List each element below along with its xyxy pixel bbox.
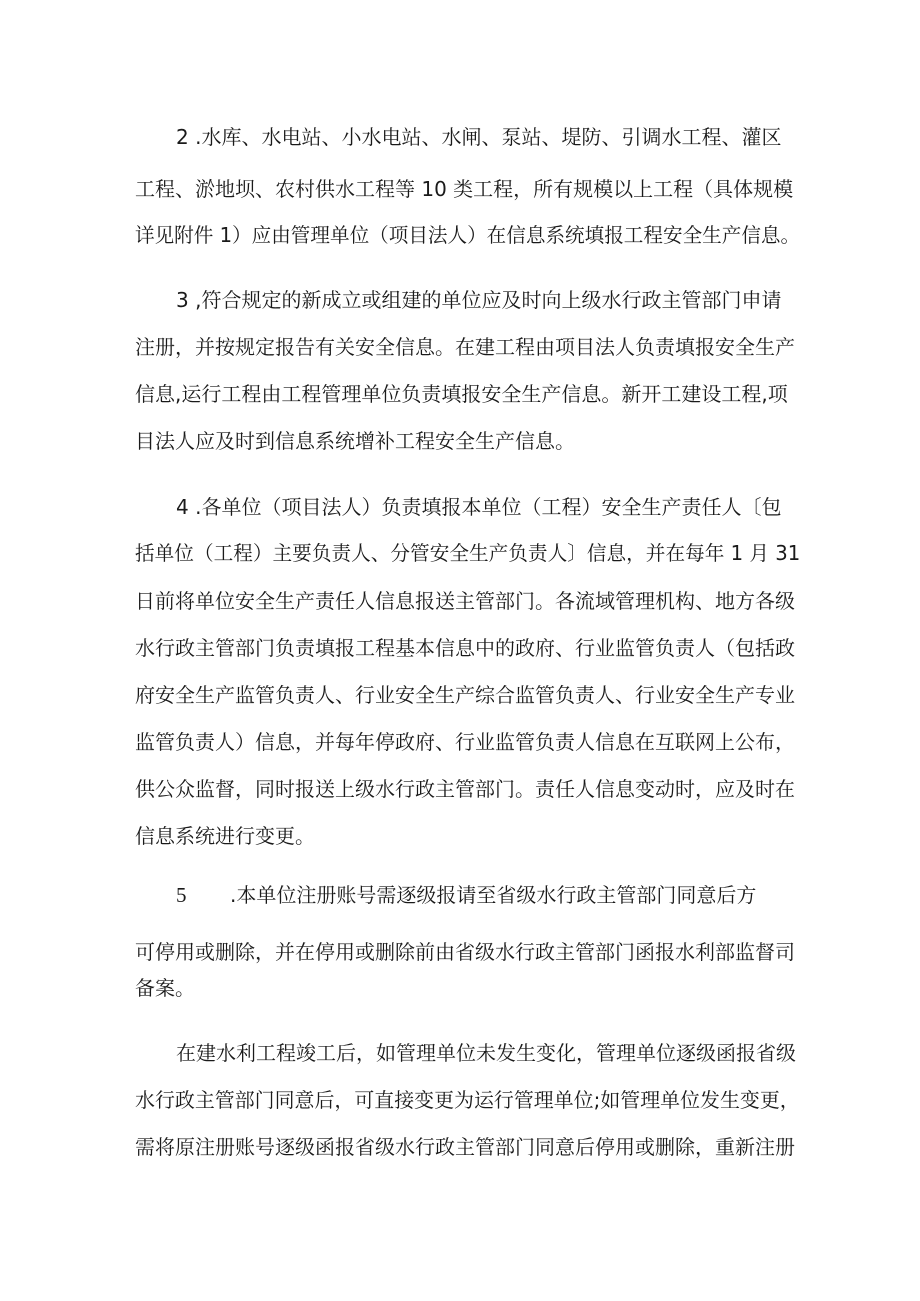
text-line: 4 .各单位（项目法人）负责填报本单位（工程）安全生产责任人〔包 [176,495,782,519]
text-line: 府安全生产监管负责人、行业安全生产综合监管负责人、行业安全生产专业 [135,683,795,707]
text-line: 日前将单位安全生产责任人信息报送主管部门。各流域管理机构、地方各级 [135,589,795,613]
text-line: 可停用或删除，并在停用或删除前由省级水行政主管部门函报水利部监督司 [135,940,795,964]
text-line: 2 .水库、水电站、小水电站、水闸、泵站、堤防、引调水工程、灌区 [176,125,782,149]
text-line: 在建水利工程竣工后，如管理单位未发生变化，管理单位逐级函报省级 [176,1041,796,1065]
text-line: 目法人应及时到信息系统增补工程安全生产信息。 [135,429,575,453]
text-line: 括单位（工程）主要负责人、分管安全生产负责人〕信息，并在每年 1 月 31 [135,541,801,565]
text-line: 监管负责人）信息，并每年停政府、行业监管负责人信息在互联网上公布， [135,730,795,754]
text-line: 详见附件 1）应由管理单位（项目法人）在信息系统填报工程安全生产信息。 [135,223,801,247]
text-line: 需将原注册账号逐级函报省级水行政主管部门同意后停用或删除，重新注册 [135,1135,795,1159]
text-line: 供公众监督，同时报送上级水行政主管部门。责任人信息变动时，应及时在 [135,777,795,801]
text-line: 信息系统进行变更。 [135,824,315,848]
text-line: 信息,运行工程由工程管理单位负责填报安全生产信息。新开工建设工程,项 [135,382,788,406]
text-line: 注册，并按规定报告有关安全信息。在建工程由项目法人负责填报安全生产 [135,335,795,359]
text-line: 水行政主管部门负责填报工程基本信息中的政府、行业监管负责人（包括政 [135,636,795,660]
list-number: 5 [176,883,187,907]
text-line: 3 ,符合规定的新成立或组建的单位应及时向上级水行政主管部门申请 [176,288,782,312]
text-line: 工程、淤地坝、农村供水工程等 10 类工程，所有规模以上工程（具体规模 [135,177,794,201]
text-line: 备案。 [135,976,195,1000]
text-line: .本单位注册账号需逐级报请至省级水行政主管部门同意后方 [230,883,757,907]
text-line: 水行政主管部门同意后，可直接变更为运行管理单位;如管理单位发生变更， [135,1088,800,1112]
